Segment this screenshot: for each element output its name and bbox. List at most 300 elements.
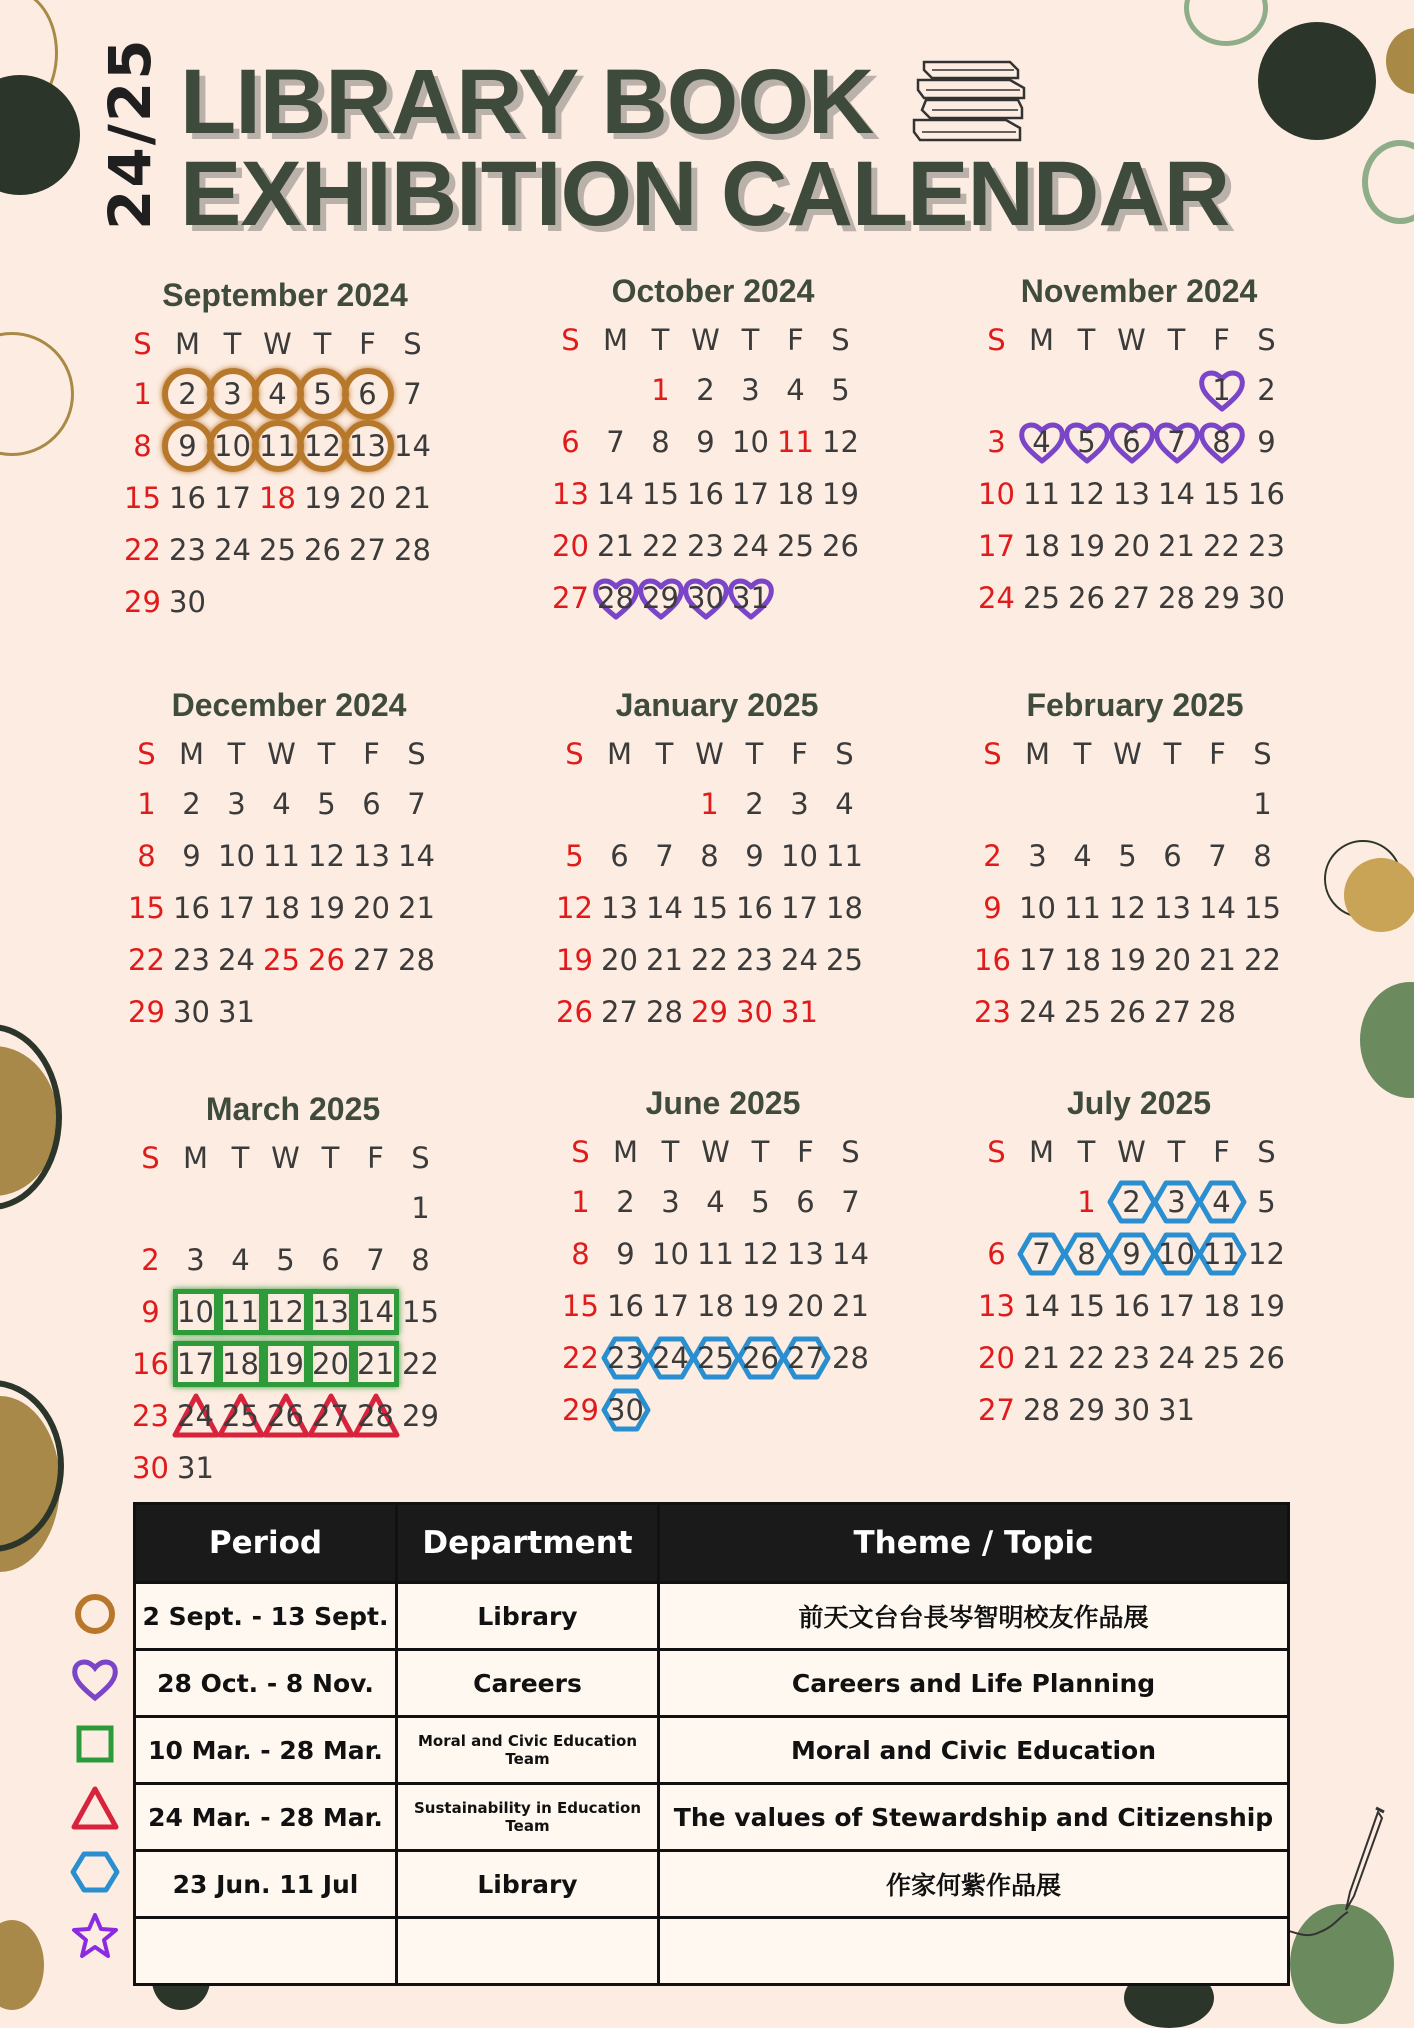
calendar-day: [687, 934, 732, 986]
day-number: 21: [1023, 1341, 1060, 1375]
weekday-header: T: [745, 737, 764, 771]
day-number: 31: [177, 1451, 214, 1485]
calendar-day: [169, 882, 214, 934]
day-number: 22: [1203, 529, 1240, 563]
day-number: 7: [403, 377, 422, 411]
day-number: 13: [1113, 477, 1150, 511]
empty-day: [1150, 778, 1195, 830]
calendar-day: [1064, 416, 1109, 468]
day-number: 3: [987, 425, 1006, 459]
calendar-day: [1240, 882, 1285, 934]
day-number: 17: [214, 481, 251, 515]
empty-day: [597, 778, 642, 830]
day-number: 3: [223, 377, 242, 411]
day-number: 23: [132, 1399, 169, 1433]
calendar-day: [822, 778, 867, 830]
weekday-header: M: [612, 1135, 639, 1169]
day-number: 25: [777, 529, 814, 563]
calendar-day: [1015, 934, 1060, 986]
decor-ring: [0, 1380, 64, 1552]
calendar-day: [398, 1182, 443, 1234]
day-number: 5: [313, 377, 332, 411]
day-number: 4: [268, 377, 287, 411]
calendar-day: [693, 1332, 738, 1384]
day-number: 6: [321, 1243, 340, 1277]
day-number: 29: [1068, 1393, 1105, 1427]
day-number: 11: [826, 839, 863, 873]
day-number: 2: [178, 377, 197, 411]
calendar-day: [218, 1234, 263, 1286]
weekday-header: S: [841, 1135, 860, 1169]
empty-day: [593, 364, 638, 416]
day-number: 31: [781, 995, 818, 1029]
day-number: 10: [214, 429, 251, 463]
calendar-day: [1105, 934, 1150, 986]
calendar-day: [1154, 1176, 1199, 1228]
day-number: 6: [358, 377, 377, 411]
day-number: 2: [141, 1243, 160, 1277]
calendar-day: [1195, 830, 1240, 882]
day-number: 28: [1199, 995, 1236, 1029]
day-number: 20: [353, 891, 390, 925]
month-title: June 2025: [645, 1085, 801, 1121]
decor-ring: [0, 1024, 62, 1210]
weekday-header: T: [317, 737, 336, 771]
weekday-header: S: [835, 737, 854, 771]
calendar-day: [1199, 1176, 1244, 1228]
calendar-day: [728, 364, 773, 416]
calendar-day: [214, 778, 259, 830]
calendar-day: [732, 986, 777, 1038]
calendar-day: [345, 368, 390, 420]
day-number: 19: [1109, 943, 1146, 977]
day-number: 30: [1113, 1393, 1150, 1427]
day-number: 19: [1068, 529, 1105, 563]
calendar-day: [1109, 1384, 1154, 1436]
calendar-day: [642, 882, 687, 934]
calendar-day: [1019, 1228, 1064, 1280]
day-number: 16: [736, 891, 773, 925]
calendar-day: [683, 416, 728, 468]
calendar-day: [974, 1280, 1019, 1332]
calendar-day: [394, 830, 439, 882]
day-number: 3: [741, 373, 760, 407]
star-icon: [70, 1911, 120, 1965]
calendar-day: [173, 1286, 218, 1338]
day-number: 23: [1248, 529, 1285, 563]
weekday-header: S: [1257, 323, 1276, 357]
day-number: 8: [133, 429, 152, 463]
calendar-day: [1109, 572, 1154, 624]
calendar-day: [394, 882, 439, 934]
department-cell: Careers: [397, 1650, 659, 1717]
day-number: 16: [974, 943, 1011, 977]
calendar-day: [974, 572, 1019, 624]
calendar-day: [1064, 572, 1109, 624]
calendar-day: [1019, 572, 1064, 624]
day-number: 5: [276, 1243, 295, 1277]
day-number: 12: [267, 1295, 304, 1329]
day-number: 24: [1019, 995, 1056, 1029]
calendar-day: [683, 572, 728, 624]
day-number: 30: [1248, 581, 1285, 615]
day-number: 14: [832, 1237, 869, 1271]
calendar-day: [603, 1384, 648, 1436]
day-number: 14: [1199, 891, 1236, 925]
month-calendar: [548, 268, 878, 624]
calendar-day: [259, 778, 304, 830]
calendar-day: [210, 420, 255, 472]
weekday-header: M: [606, 737, 633, 771]
day-number: 24: [177, 1399, 214, 1433]
month-title: March 2025: [205, 1091, 381, 1127]
calendar-day: [1199, 1280, 1244, 1332]
calendar-day: [1019, 1384, 1064, 1436]
calendar-day: [683, 364, 728, 416]
calendar-day: [558, 1176, 603, 1228]
day-number: 14: [357, 1295, 394, 1329]
day-number: 1: [137, 787, 156, 821]
calendar-day: [603, 1332, 648, 1384]
calendar-day: [552, 986, 597, 1038]
hexagon-icon: [70, 1847, 120, 1901]
day-number: 21: [832, 1289, 869, 1323]
calendar-day: [308, 1234, 353, 1286]
day-number: 30: [687, 581, 724, 615]
calendar-day: [214, 986, 259, 1038]
title-block: [96, 37, 1320, 250]
day-number: 24: [214, 533, 251, 567]
header-period: Period: [135, 1504, 397, 1583]
calendar-day: [1105, 830, 1150, 882]
day-number: 18: [263, 891, 300, 925]
calendar-day: [638, 364, 683, 416]
day-number: 8: [411, 1243, 430, 1277]
calendar-day: [304, 778, 349, 830]
calendar-day: [259, 882, 304, 934]
calendar-day: [255, 472, 300, 524]
calendar-day: [124, 830, 169, 882]
decor-dot: [0, 75, 80, 195]
empty-day: [1019, 364, 1064, 416]
day-number: 3: [790, 787, 809, 821]
weekday-header: F: [363, 737, 380, 771]
day-number: 8: [571, 1237, 590, 1271]
day-number: 10: [732, 425, 769, 459]
day-number: 7: [407, 787, 426, 821]
calendar-day: [124, 986, 169, 1038]
calendar-day: [552, 934, 597, 986]
day-number: 17: [652, 1289, 689, 1323]
empty-day: [1109, 364, 1154, 416]
calendar-day: [1199, 520, 1244, 572]
day-number: 9: [182, 839, 201, 873]
calendar-day: [1154, 1280, 1199, 1332]
day-number: 4: [272, 787, 291, 821]
decor-ring: [1184, 0, 1268, 46]
day-number: 5: [565, 839, 584, 873]
calendar-day: [1109, 1280, 1154, 1332]
calendar-day: [353, 1390, 398, 1442]
calendar-day: [558, 1332, 603, 1384]
calendar-day: [1199, 364, 1244, 416]
weekday-header: M: [178, 737, 205, 771]
weekday-header: F: [787, 323, 804, 357]
day-number: 16: [1113, 1289, 1150, 1323]
day-number: 29: [642, 581, 679, 615]
weekday-header: T: [651, 323, 670, 357]
calendar-day: [165, 420, 210, 472]
calendar-day: [728, 520, 773, 572]
day-number: 20: [552, 529, 589, 563]
weekday-header: M: [602, 323, 629, 357]
calendar-day: [1154, 1228, 1199, 1280]
calendar-day: [1154, 1332, 1199, 1384]
calendar-day: [728, 468, 773, 520]
day-number: 8: [1212, 425, 1231, 459]
day-number: 5: [1257, 1185, 1276, 1219]
day-number: 11: [697, 1237, 734, 1271]
calendar-day: [1195, 934, 1240, 986]
calendar-day: [1240, 778, 1285, 830]
calendar-day: [638, 520, 683, 572]
calendar-day: [255, 524, 300, 576]
weekday-header: S: [1257, 1135, 1276, 1169]
calendar-day: [169, 986, 214, 1038]
calendar-day: [1199, 468, 1244, 520]
day-number: 25: [826, 943, 863, 977]
calendar-day: [120, 472, 165, 524]
calendar-day: [603, 1280, 648, 1332]
calendar-day: [1019, 520, 1064, 572]
calendar-day: [593, 468, 638, 520]
calendar-day: [648, 1176, 693, 1228]
calendar-day: [1064, 520, 1109, 572]
weekday-header: S: [571, 1135, 590, 1169]
calendar-day: [398, 1390, 443, 1442]
decor-dot: [1386, 28, 1414, 94]
day-number: 5: [1077, 425, 1096, 459]
day-number: 19: [742, 1289, 779, 1323]
day-number: 16: [687, 477, 724, 511]
empty-day: [1195, 778, 1240, 830]
day-number: 12: [304, 429, 341, 463]
department-cell: Library: [397, 1583, 659, 1650]
calendar-day: [353, 1338, 398, 1390]
calendar-day: [169, 778, 214, 830]
calendar-day: [1244, 1332, 1289, 1384]
day-number: 21: [597, 529, 634, 563]
day-number: 10: [218, 839, 255, 873]
day-number: 6: [796, 1185, 815, 1219]
calendar-day: [1060, 882, 1105, 934]
calendar-day: [687, 778, 732, 830]
calendar-day: [210, 524, 255, 576]
day-number: 2: [983, 839, 1002, 873]
calendar-day: [1244, 1280, 1289, 1332]
day-number: 20: [312, 1347, 349, 1381]
month-calendar: [124, 682, 454, 1038]
day-number: 18: [697, 1289, 734, 1323]
day-number: 3: [1028, 839, 1047, 873]
day-number: 23: [1113, 1341, 1150, 1375]
calendar-day: [693, 1228, 738, 1280]
day-number: 27: [312, 1399, 349, 1433]
weekday-header: W: [263, 327, 292, 361]
calendar-day: [1244, 1176, 1289, 1228]
day-number: 22: [562, 1341, 599, 1375]
day-number: 13: [601, 891, 638, 925]
day-number: 16: [169, 481, 206, 515]
day-number: 15: [124, 481, 161, 515]
weekday-header: F: [367, 1141, 384, 1175]
weekday-header: S: [983, 737, 1002, 771]
calendar-day: [300, 524, 345, 576]
calendar-day: [1240, 934, 1285, 986]
calendar-day: [1105, 986, 1150, 1038]
day-number: 6: [987, 1237, 1006, 1271]
day-number: 28: [1158, 581, 1195, 615]
weekday-header: S: [407, 737, 426, 771]
calendar-day: [165, 368, 210, 420]
calendar-day: [548, 468, 593, 520]
day-number: 18: [259, 481, 296, 515]
calendar-day: [970, 934, 1015, 986]
calendar-day: [738, 1332, 783, 1384]
day-number: 23: [607, 1341, 644, 1375]
month-days-grid: [552, 728, 882, 1038]
calendar-day: [648, 1332, 693, 1384]
day-number: 25: [259, 533, 296, 567]
calendar-day: [1199, 416, 1244, 468]
calendar-day: [597, 934, 642, 986]
calendar-day: [304, 882, 349, 934]
day-number: 14: [597, 477, 634, 511]
day-number: 24: [732, 529, 769, 563]
triangle-icon: [70, 1783, 120, 1837]
calendar-day: [349, 934, 394, 986]
day-number: 7: [1032, 1237, 1051, 1271]
calendar-day: [822, 882, 867, 934]
day-number: 11: [1023, 477, 1060, 511]
day-number: 3: [227, 787, 246, 821]
calendar-day: [1064, 1280, 1109, 1332]
day-number: 13: [787, 1237, 824, 1271]
weekday-header: T: [231, 1141, 250, 1175]
exhibition-table: [133, 1502, 1290, 1986]
calendar-day: [738, 1228, 783, 1280]
day-number: 1: [700, 787, 719, 821]
calendar-day: [120, 576, 165, 628]
day-number: 2: [1257, 373, 1276, 407]
calendar-day: [128, 1338, 173, 1390]
day-number: 15: [642, 477, 679, 511]
calendar-day: [263, 1338, 308, 1390]
day-number: 15: [1203, 477, 1240, 511]
calendar-day: [1019, 1332, 1064, 1384]
calendar-day: [974, 1332, 1019, 1384]
day-number: 28: [394, 533, 431, 567]
weekday-header: S: [133, 327, 152, 361]
day-number: 22: [691, 943, 728, 977]
day-number: 17: [978, 529, 1015, 563]
calendar-day: [777, 934, 822, 986]
weekday-header: S: [141, 1141, 160, 1175]
calendar-day: [390, 472, 435, 524]
weekday-header: T: [1077, 1135, 1096, 1169]
day-number: 25: [1064, 995, 1101, 1029]
calendar-day: [1105, 882, 1150, 934]
header-theme: Theme / Topic: [659, 1504, 1289, 1583]
day-number: 26: [267, 1399, 304, 1433]
day-number: 7: [606, 425, 625, 459]
empty-day: [353, 1182, 398, 1234]
heart-icon: [70, 1654, 120, 1708]
calendar-day: [687, 882, 732, 934]
calendar-day: [218, 1338, 263, 1390]
calendar-day: [783, 1332, 828, 1384]
day-number: 21: [394, 481, 431, 515]
calendar-day: [120, 420, 165, 472]
day-number: 23: [173, 943, 210, 977]
month-title: November 2024: [1020, 273, 1258, 309]
calendar-day: [1199, 1228, 1244, 1280]
calendar-day: [308, 1286, 353, 1338]
department-cell: Moral and Civic Education Team: [397, 1717, 659, 1784]
calendar-day: [558, 1280, 603, 1332]
month-title: July 2025: [1066, 1085, 1212, 1121]
calendar-day: [1019, 468, 1064, 520]
day-number: 14: [1023, 1289, 1060, 1323]
day-number: 12: [742, 1237, 779, 1271]
weekday-header: W: [701, 1135, 730, 1169]
calendar-day: [263, 1286, 308, 1338]
calendar-day: [124, 934, 169, 986]
day-number: 28: [597, 581, 634, 615]
day-number: 2: [696, 373, 715, 407]
day-number: 29: [402, 1399, 439, 1433]
department-cell: [397, 1918, 659, 1985]
calendar-day: [398, 1286, 443, 1338]
day-number: 28: [1023, 1393, 1060, 1427]
empty-day: [218, 1182, 263, 1234]
day-number: 6: [561, 425, 580, 459]
day-number: 18: [1064, 943, 1101, 977]
weekday-header: T: [1073, 737, 1092, 771]
day-number: 27: [349, 533, 386, 567]
weekday-header: W: [691, 323, 720, 357]
weekday-header: T: [223, 327, 242, 361]
day-number: 24: [1158, 1341, 1195, 1375]
calendar-day: [345, 472, 390, 524]
calendar-day: [304, 934, 349, 986]
weekday-header: F: [1213, 323, 1230, 357]
calendar-day: [974, 416, 1019, 468]
day-number: 18: [1203, 1289, 1240, 1323]
day-number: 15: [562, 1289, 599, 1323]
calendar-day: [1015, 882, 1060, 934]
calendar-day: [1019, 416, 1064, 468]
day-number: 12: [822, 425, 859, 459]
day-number: 11: [1203, 1237, 1240, 1271]
calendar-day: [1064, 1384, 1109, 1436]
calendar-day: [593, 416, 638, 468]
day-number: 9: [745, 839, 764, 873]
day-number: 24: [781, 943, 818, 977]
theme-cell: Careers and Life Planning: [659, 1650, 1289, 1717]
day-number: 9: [141, 1295, 160, 1329]
calendar-day: [558, 1228, 603, 1280]
